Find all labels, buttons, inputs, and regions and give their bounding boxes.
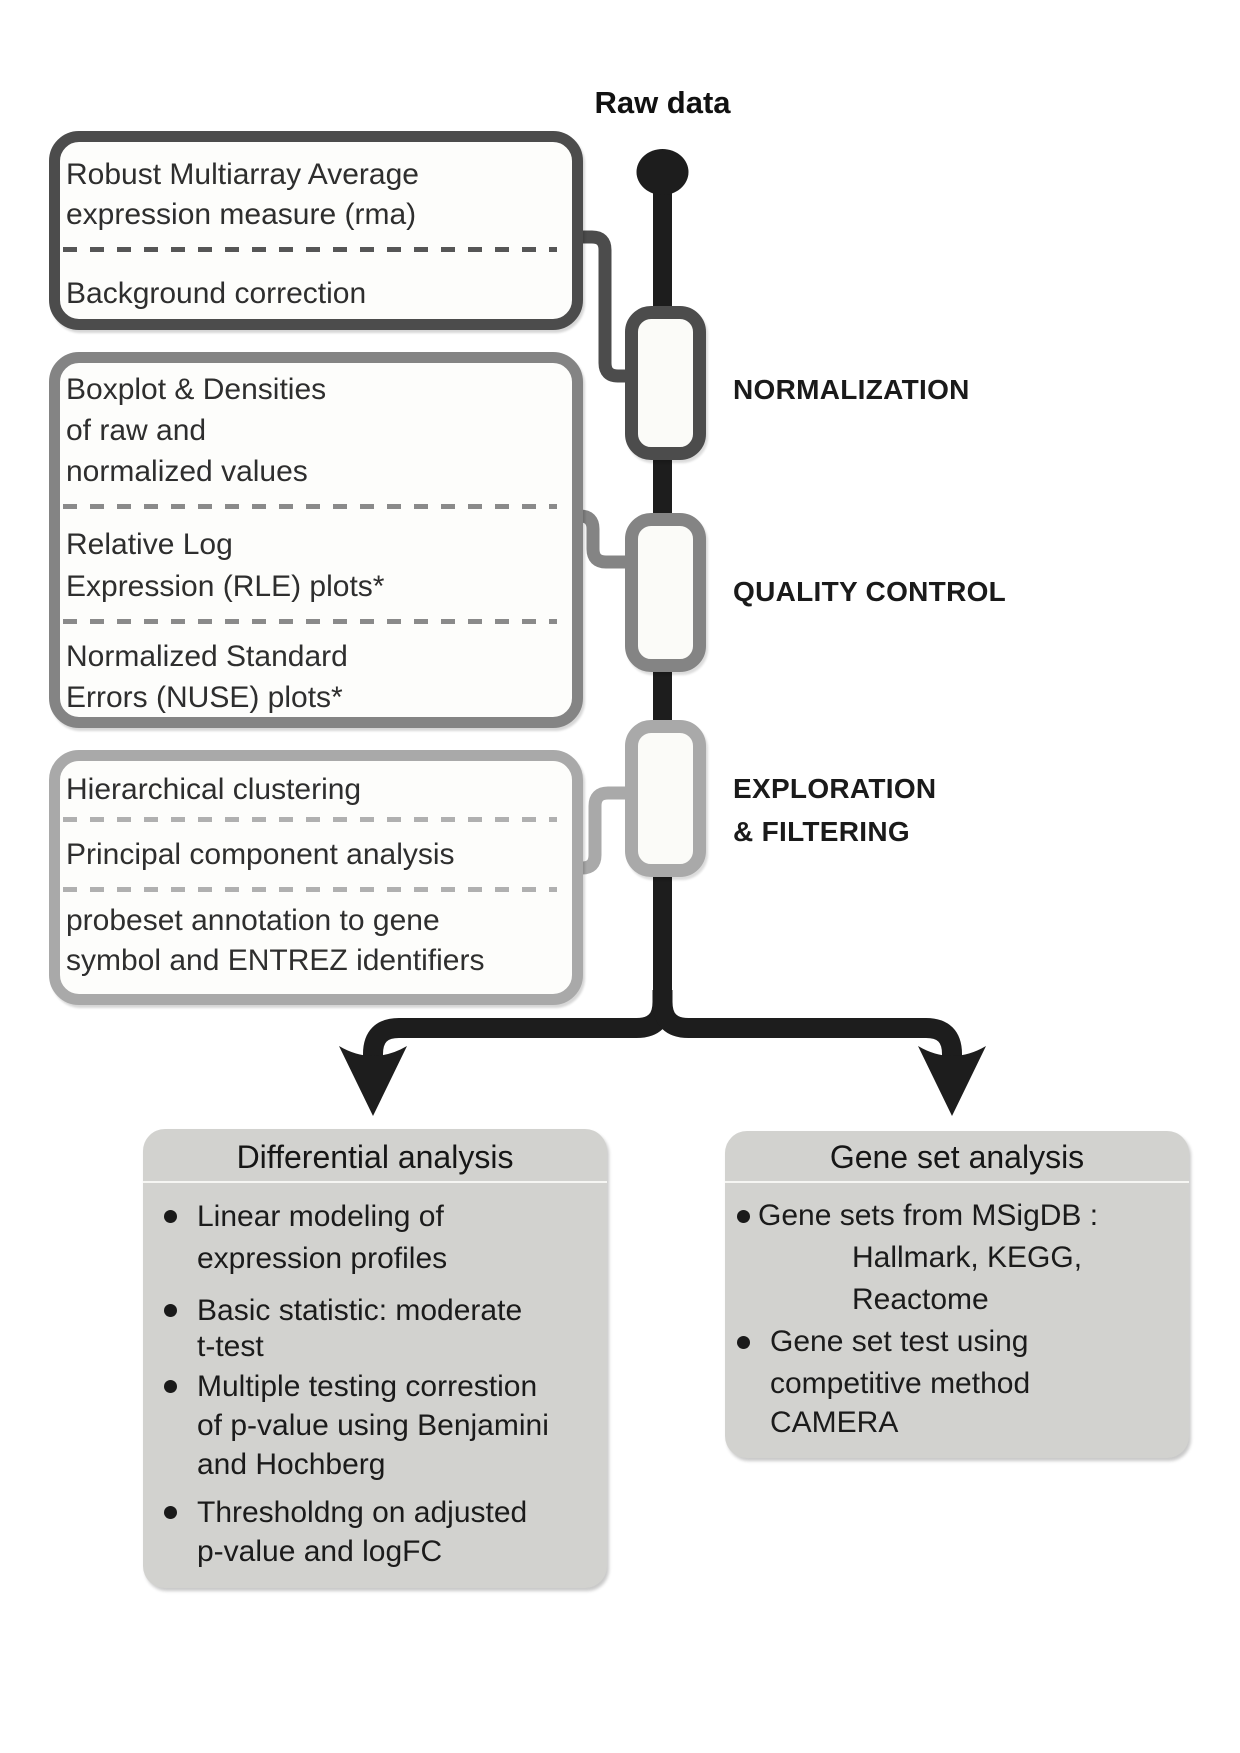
bullet-icon [164, 1380, 177, 1393]
dashed-divider [63, 619, 557, 624]
bullet-line: of p-value using Benjamini [197, 1409, 549, 1442]
bullet-line: Linear modeling of [197, 1200, 444, 1233]
bullet-line: t-test [197, 1330, 264, 1363]
method-line: Errors (NUSE) plots* [66, 681, 343, 714]
gene-set-analysis-box [725, 1131, 1189, 1458]
differential-analysis-box [143, 1129, 607, 1588]
bullet-line: competitive method [770, 1367, 1031, 1400]
method-line: symbol and ENTREZ identifiers [66, 944, 485, 977]
method-line: probeset annotation to gene [66, 904, 440, 937]
method-line: Background correction [66, 277, 367, 310]
method-line: Principal component analysis [66, 838, 455, 871]
node-exploration-filtering [625, 720, 706, 877]
bullet-line: CAMERA [770, 1406, 899, 1439]
dashed-divider [63, 247, 557, 252]
method-line: Relative Log [66, 528, 233, 561]
arrowhead-left-icon [339, 1046, 407, 1116]
bullet-icon [737, 1336, 750, 1349]
method-box-normalization [49, 131, 583, 330]
arrowhead-right-icon [918, 1046, 986, 1116]
method-box-exploration [49, 750, 583, 1005]
node-quality-control [625, 513, 706, 672]
method-line: of raw and [66, 414, 207, 447]
bullet-line: p-value and logFC [197, 1535, 443, 1568]
bullet-line: Gene sets from MSigDB : [758, 1199, 1099, 1232]
dashed-divider [63, 887, 557, 892]
dashed-divider [63, 504, 557, 509]
method-box-quality-control [49, 352, 583, 728]
method-line: Expression (RLE) plots* [66, 570, 385, 603]
method-line: Normalized Standard [66, 640, 348, 673]
bullet-line: Gene set test using [770, 1325, 1029, 1358]
bullet-line: Multiple testing correstion [197, 1370, 538, 1403]
bullet-line: Reactome [852, 1283, 989, 1316]
node-normalization [625, 306, 706, 460]
title-separator [143, 1181, 607, 1183]
method-line: Boxplot & Densities [66, 373, 327, 406]
stage-label-exploration: EXPLORATION [733, 773, 937, 804]
dashed-divider [63, 817, 557, 822]
bullet-line: Thresholdng on adjusted [197, 1496, 528, 1529]
bullet-line: expression profiles [197, 1242, 448, 1275]
title-separator [725, 1181, 1189, 1183]
box-title: Differential analysis [236, 1139, 514, 1175]
raw-data-dot [637, 149, 689, 195]
bullet-icon [164, 1506, 177, 1519]
box-title: Gene set analysis [829, 1139, 1085, 1175]
bullet-icon [164, 1304, 177, 1317]
stage-label-quality-control: QUALITY CONTROL [733, 576, 1007, 607]
bullet-icon [737, 1210, 750, 1223]
raw-data-label: Raw data [594, 85, 731, 120]
branch-right [663, 990, 953, 1062]
stage-label-filtering: & FILTERING [733, 816, 910, 847]
method-line: Robust Multiarray Average [66, 158, 419, 191]
method-line: normalized values [66, 455, 308, 488]
bullet-icon [164, 1210, 177, 1223]
bullet-line: Basic statistic: moderate [197, 1294, 523, 1327]
stage-label-normalization: NORMALIZATION [733, 374, 970, 405]
method-line: Hierarchical clustering [66, 773, 362, 806]
bullet-line: Hallmark, KEGG, [852, 1241, 1083, 1274]
bullet-line: and Hochberg [197, 1448, 386, 1481]
method-line: expression measure (rma) [66, 198, 417, 231]
